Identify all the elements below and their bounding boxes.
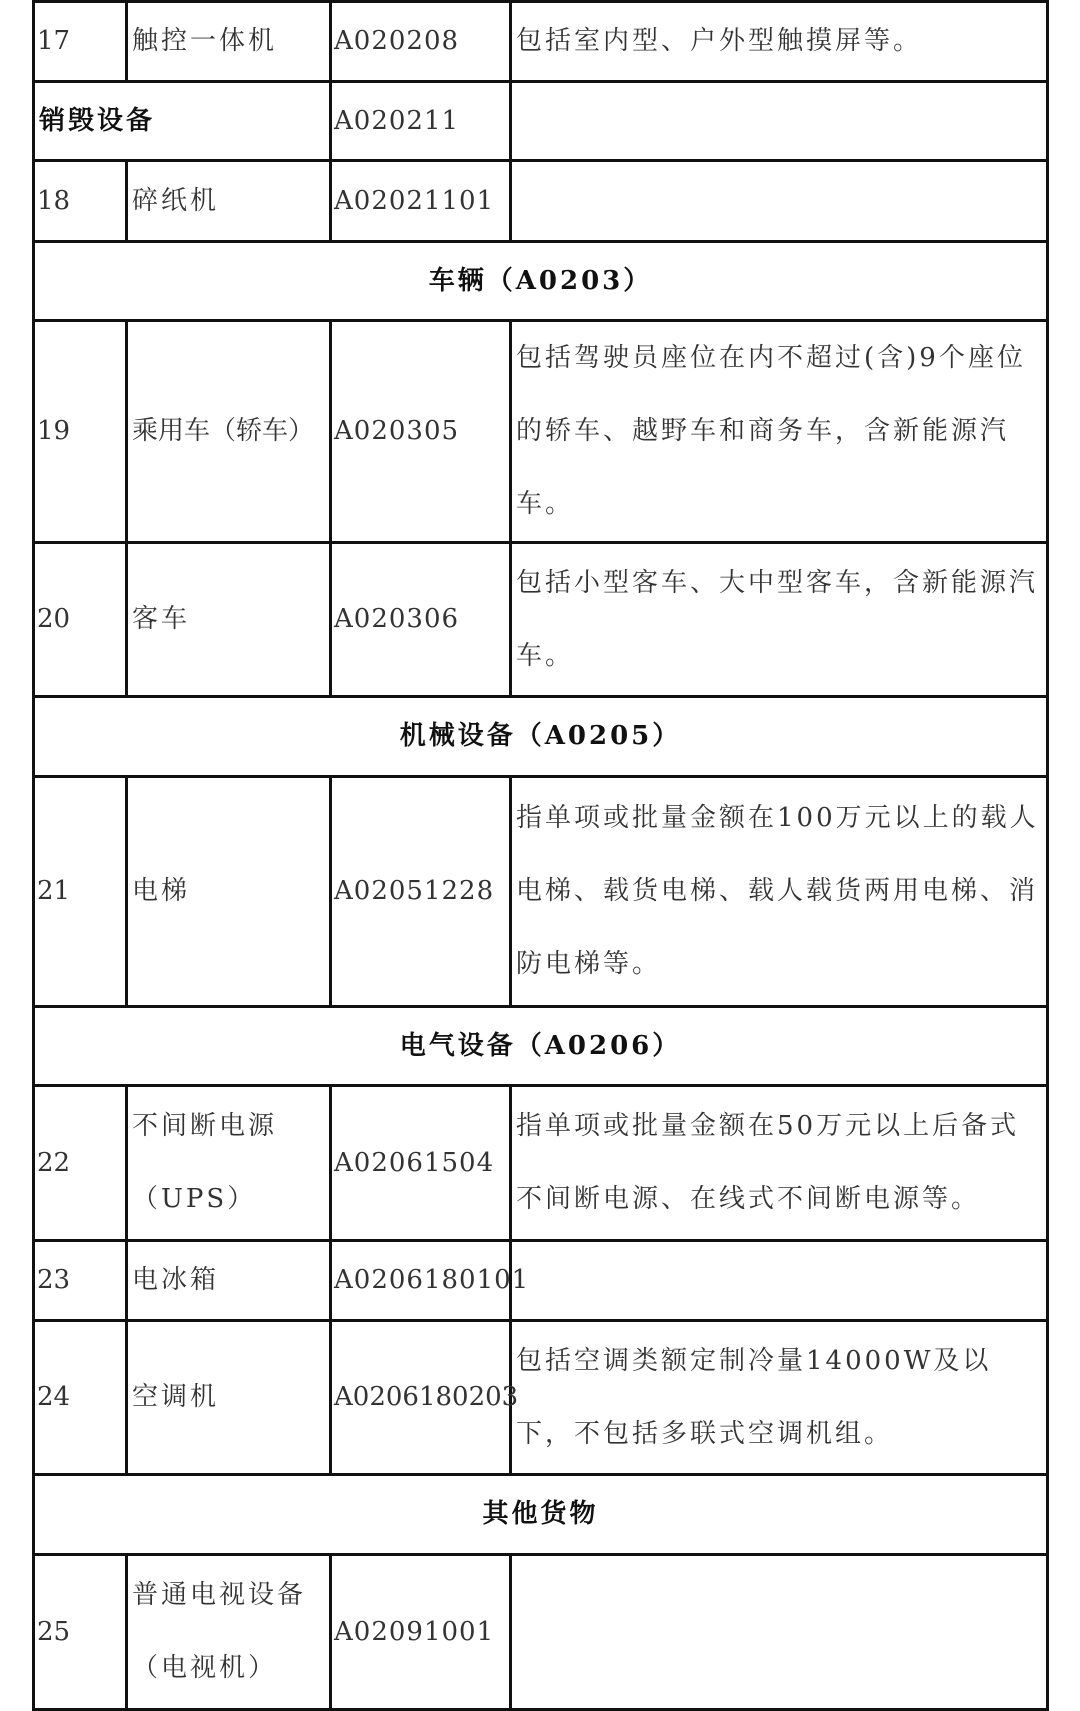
item-number: 21 <box>34 777 127 1007</box>
item-description <box>511 161 1048 242</box>
table-row <box>34 2 1048 82</box>
table-row <box>34 321 1048 543</box>
category-code: A020211 <box>331 82 511 161</box>
item-name: 乘用车（轿车） <box>127 321 331 543</box>
section-title: 机械设备（A0205） <box>34 697 1048 777</box>
section-row <box>34 242 1048 321</box>
item-code: A020306 <box>331 543 511 697</box>
item-number: 23 <box>34 1241 127 1321</box>
table-row <box>34 161 1048 242</box>
table-row <box>34 1086 1048 1241</box>
category-name: 销毁设备 <box>34 82 331 161</box>
item-name: 触控一体机 <box>127 2 331 82</box>
item-number: 20 <box>34 543 127 697</box>
item-name: 碎纸机 <box>127 161 331 242</box>
table-row <box>34 1241 1048 1321</box>
item-code: A0206180101 <box>331 1241 511 1321</box>
section-row <box>34 1007 1048 1086</box>
procurement-catalog-table <box>32 0 1049 1711</box>
item-name: 客车 <box>127 543 331 697</box>
item-description <box>511 1241 1048 1321</box>
section-title: 电气设备（A0206） <box>34 1007 1048 1086</box>
item-code: A02051228 <box>331 777 511 1007</box>
item-code: A0206180203 <box>331 1321 511 1475</box>
item-description <box>511 1555 1048 1710</box>
item-number: 18 <box>34 161 127 242</box>
item-number: 19 <box>34 321 127 543</box>
item-name: 空调机 <box>127 1321 331 1475</box>
item-number: 17 <box>34 2 127 82</box>
section-title: 其他货物 <box>34 1475 1048 1555</box>
table-row <box>34 777 1048 1007</box>
table-row <box>34 543 1048 697</box>
category-description <box>511 82 1048 161</box>
item-name: 电梯 <box>127 777 331 1007</box>
section-row <box>34 697 1048 777</box>
item-name: 电冰箱 <box>127 1241 331 1321</box>
item-number: 24 <box>34 1321 127 1475</box>
table-row <box>34 1555 1048 1710</box>
item-name: 普通电视设备（电视机） <box>127 1555 331 1710</box>
item-code: A02061504 <box>331 1086 511 1241</box>
item-description: 包括驾驶员座位在内不超过(含)9个座位的轿车、越野车和商务车，含新能源汽车。 <box>511 321 1048 543</box>
section-row <box>34 1475 1048 1555</box>
item-code: A020208 <box>331 2 511 82</box>
table-row <box>34 1321 1048 1475</box>
item-code: A02021101 <box>331 161 511 242</box>
item-code: A02091001 <box>331 1555 511 1710</box>
item-description: 包括小型客车、大中型客车，含新能源汽车。 <box>511 543 1048 697</box>
section-title: 车辆（A0203） <box>34 242 1048 321</box>
item-description: 包括室内型、户外型触摸屏等。 <box>511 2 1048 82</box>
item-name: 不间断电源（UPS） <box>127 1086 331 1241</box>
category-row <box>34 82 1048 161</box>
item-number: 25 <box>34 1555 127 1710</box>
item-code: A020305 <box>331 321 511 543</box>
item-description: 包括空调类额定制冷量14000W及以下，不包括多联式空调机组。 <box>511 1321 1048 1475</box>
item-number: 22 <box>34 1086 127 1241</box>
item-description: 指单项或批量金额在50万元以上后备式不间断电源、在线式不间断电源等。 <box>511 1086 1048 1241</box>
item-description: 指单项或批量金额在100万元以上的载人电梯、载货电梯、载人载货两用电梯、消防电梯等。 <box>511 777 1048 1007</box>
